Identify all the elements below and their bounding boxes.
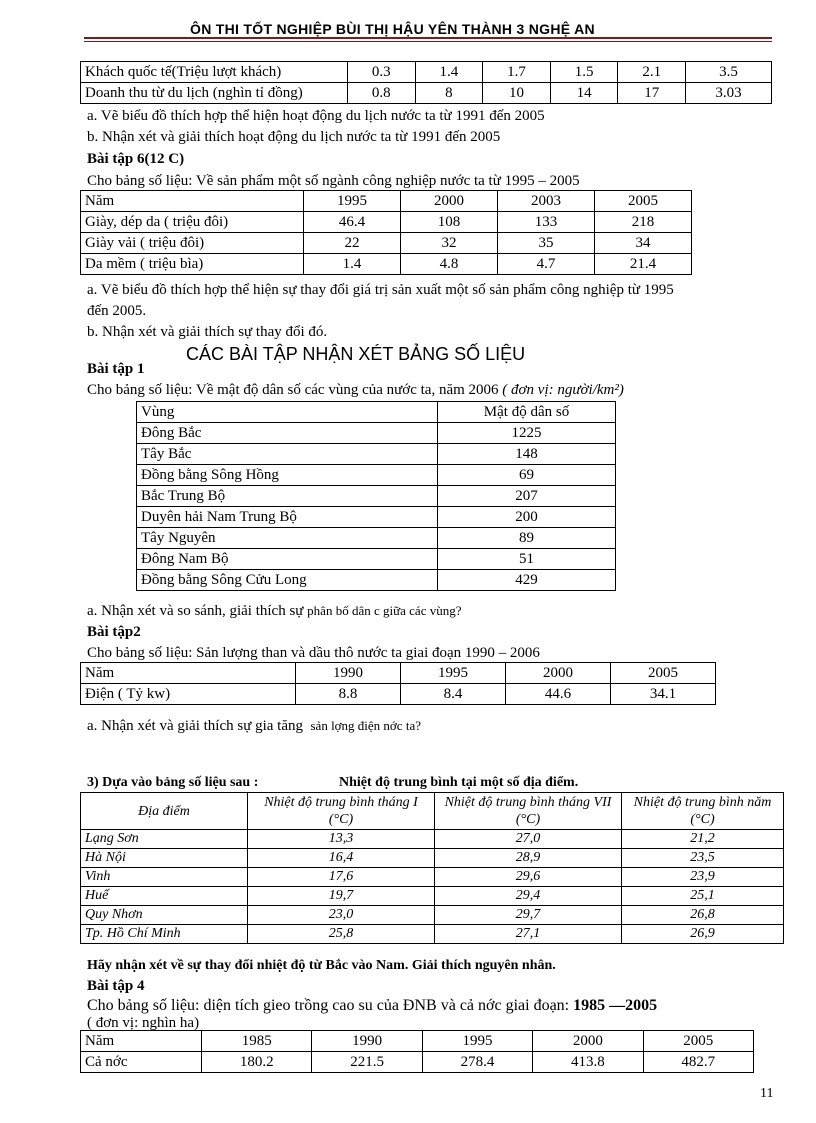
table-row xyxy=(81,83,772,104)
exercise-intro: Cho bảng số liệu: Về sản phẩm một số ngành công nghiệp nước ta từ 1995 – 2005 xyxy=(87,173,580,189)
header-rule-thin xyxy=(84,41,772,42)
table-cell: 29,6 xyxy=(435,868,622,887)
table-row xyxy=(137,549,616,570)
table-cell: 0.8 xyxy=(348,83,416,104)
exercise-title: Bài tập 1 xyxy=(87,361,145,377)
table-cell: 1.5 xyxy=(550,62,618,83)
table-cell: 1225 xyxy=(438,423,616,444)
table-cell: Đồng bằng Sông Cửu Long xyxy=(137,570,438,591)
table-cell: 1.4 xyxy=(415,62,483,83)
table-cell: 51 xyxy=(438,549,616,570)
table-cell: Bắc Trung Bộ xyxy=(137,486,438,507)
table-cell: 23,0 xyxy=(248,906,435,925)
table-cell: Huế xyxy=(81,887,248,906)
table-cell: Quy Nhơn xyxy=(81,906,248,925)
industry-table xyxy=(80,190,692,275)
table-cell: 1995 xyxy=(304,191,401,212)
page-header: ÔN THI TỐT NGHIỆP BÙI THỊ HẬU YÊN THÀNH 3 NGHỆ AN xyxy=(190,21,595,37)
table-cell: 23,9 xyxy=(622,868,784,887)
question-b: b. Nhận xét và giải thích hoạt động du lịch nước ta từ 1991 đến 2005 xyxy=(87,129,501,145)
table-cell: 1985 xyxy=(202,1031,312,1052)
page-number: 11 xyxy=(760,1086,774,1101)
table-cell: 32 xyxy=(401,233,498,254)
table-row xyxy=(81,849,784,868)
table-cell: 200 xyxy=(438,507,616,528)
table-cell: 4.8 xyxy=(401,254,498,275)
table-row xyxy=(137,423,616,444)
section-heading: CÁC BÀI TẬP NHẬN XÉT BẢNG SỐ LIỆU xyxy=(186,344,526,364)
table-row xyxy=(81,830,784,849)
table-cell: 34 xyxy=(595,233,692,254)
table-cell: 29,4 xyxy=(435,887,622,906)
table-cell: 218 xyxy=(595,212,692,233)
table-row xyxy=(81,887,784,906)
exercise-intro: Cho bảng số liệu: Về mật độ dân số các vùng của nước ta, năm 2006 ( đơn vị: người/km²) xyxy=(87,382,624,398)
table-cell: 221.5 xyxy=(312,1052,422,1073)
table-cell: Năm xyxy=(81,191,304,212)
unit-note: ( đơn vị: nghìn ha) xyxy=(87,1015,200,1031)
table-row xyxy=(137,507,616,528)
table-cell: 0.3 xyxy=(348,62,416,83)
table-cell: 2005 xyxy=(595,191,692,212)
table-cell: 27,0 xyxy=(435,830,622,849)
table-cell: 2000 xyxy=(506,663,611,684)
header-rule xyxy=(84,37,772,39)
table-cell: 89 xyxy=(438,528,616,549)
table-cell: 10 xyxy=(483,83,551,104)
period: 1985 —2005 xyxy=(573,997,658,1014)
table-cell: Mật độ dân số xyxy=(438,402,616,423)
question-b: b. Nhận xét và giải thích sự thay đổi đó. xyxy=(87,324,328,340)
table-row xyxy=(137,402,616,423)
exercise-title: Bài tập 4 xyxy=(87,978,145,994)
table-cell: 3.03 xyxy=(686,83,772,104)
exercise-title: Bài tập2 xyxy=(87,624,141,640)
table-cell: Đông Bắc xyxy=(137,423,438,444)
table-cell: 29,7 xyxy=(435,906,622,925)
table-cell: Da mềm ( triệu bìa) xyxy=(81,254,304,275)
table-cell: 17 xyxy=(618,83,686,104)
table-cell: 21.4 xyxy=(595,254,692,275)
exercise-intro: Cho bảng số liệu: diện tích gieo trồng cao su của ĐNB và cả nớc giai đoạn: 1985 —2005 xyxy=(87,997,658,1014)
table-row xyxy=(81,925,784,944)
table-cell: 22 xyxy=(304,233,401,254)
table-row xyxy=(81,62,772,83)
table-cell: 26,9 xyxy=(622,925,784,944)
table-cell: Đông Nam Bộ xyxy=(137,549,438,570)
table-cell: Giày vải ( triệu đôi) xyxy=(81,233,304,254)
question-3: 3) Dựa vào bảng số liệu sau : xyxy=(87,775,259,790)
table-cell: 2003 xyxy=(498,191,595,212)
table-cell: 17,6 xyxy=(248,868,435,887)
table-cell: 16,4 xyxy=(248,849,435,868)
table-cell: 2000 xyxy=(533,1031,643,1052)
exercise-intro: Cho bảng số liệu: Sản lượng than và dầu thô nước ta giai đoạn 1990 – 2006 xyxy=(87,645,540,661)
table-cell: 108 xyxy=(401,212,498,233)
table-cell: 21,2 xyxy=(622,830,784,849)
table-cell: Cả nớc xyxy=(81,1052,202,1073)
table-cell: Vùng xyxy=(137,402,438,423)
table-row xyxy=(81,868,784,887)
temperature-table xyxy=(80,792,784,944)
table-cell: Doanh thu từ du lịch (nghìn tỉ đồng) xyxy=(81,83,348,104)
table-cell: 133 xyxy=(498,212,595,233)
table-cell: 2.1 xyxy=(618,62,686,83)
table-row xyxy=(137,465,616,486)
rubber-area-table xyxy=(80,1030,754,1073)
table-cell: 482.7 xyxy=(643,1052,753,1073)
table-cell: 26,8 xyxy=(622,906,784,925)
table-row xyxy=(81,1031,754,1052)
table-cell: 34.1 xyxy=(611,684,716,705)
table-cell: 413.8 xyxy=(533,1052,643,1073)
table-cell: 207 xyxy=(438,486,616,507)
table-cell: Tây Nguyên xyxy=(137,528,438,549)
table-cell: 19,7 xyxy=(248,887,435,906)
table-row xyxy=(81,684,716,705)
tourism-table xyxy=(80,61,772,104)
table-row xyxy=(81,906,784,925)
question-a-cont: đến 2005. xyxy=(87,303,147,319)
question-3-title: Nhiệt độ trung bình tại một số địa điểm. xyxy=(339,775,579,790)
table-cell: Đồng bằng Sông Hồng xyxy=(137,465,438,486)
table-row xyxy=(81,663,716,684)
table-cell: 25,8 xyxy=(248,925,435,944)
table-cell: Năm xyxy=(81,663,296,684)
electricity-table xyxy=(80,662,716,705)
table-cell: 28,9 xyxy=(435,849,622,868)
table-row xyxy=(81,254,692,275)
table-cell: 8.8 xyxy=(296,684,401,705)
table-cell: Tp. Hồ Chí Minh xyxy=(81,925,248,944)
table-cell: 2005 xyxy=(611,663,716,684)
unit-note: ( đơn vị: người/km²) xyxy=(502,382,624,398)
table-row xyxy=(81,793,784,830)
table-cell: 1990 xyxy=(312,1031,422,1052)
exercise-title: Bài tập 6(12 C) xyxy=(87,151,185,167)
table-cell: Nhiệt độ trung bình năm (°C) xyxy=(622,793,784,830)
table-cell: 1.4 xyxy=(304,254,401,275)
table-cell: 1.7 xyxy=(483,62,551,83)
table-cell: 180.2 xyxy=(202,1052,312,1073)
table-cell: 278.4 xyxy=(422,1052,532,1073)
table-cell: Nhiệt độ trung bình tháng I (°C) xyxy=(248,793,435,830)
table-cell: 4.7 xyxy=(498,254,595,275)
table-row xyxy=(81,1052,754,1073)
table-cell: 27,1 xyxy=(435,925,622,944)
table-cell: 13,3 xyxy=(248,830,435,849)
table-row xyxy=(137,528,616,549)
density-table xyxy=(136,401,616,591)
table-cell: 35 xyxy=(498,233,595,254)
table-cell: Nhiệt độ trung bình tháng VII (°C) xyxy=(435,793,622,830)
table-cell: 1995 xyxy=(422,1031,532,1052)
table-cell: 2005 xyxy=(643,1031,753,1052)
table-cell: Lạng Sơn xyxy=(81,830,248,849)
table-row xyxy=(81,233,692,254)
table-cell: 44.6 xyxy=(506,684,611,705)
table-cell: 69 xyxy=(438,465,616,486)
table-cell: 23,5 xyxy=(622,849,784,868)
table-cell: Duyên hải Nam Trung Bộ xyxy=(137,507,438,528)
question-a: a. Nhận xét và so sánh, giải thích sự phân bố dân c giữa các vùng? xyxy=(87,603,462,619)
table-cell: 148 xyxy=(438,444,616,465)
question-a: a. Nhận xét và giải thích sự gia tăng sản lợng điện nớc ta? xyxy=(87,718,421,734)
table-cell: 8 xyxy=(415,83,483,104)
table-cell: Hà Nội xyxy=(81,849,248,868)
table-cell: 429 xyxy=(438,570,616,591)
table-row xyxy=(137,486,616,507)
table-cell: 8.4 xyxy=(401,684,506,705)
table-cell: 1990 xyxy=(296,663,401,684)
table-cell: 25,1 xyxy=(622,887,784,906)
table-cell: Điện ( Tỷ kw) xyxy=(81,684,296,705)
question-a: a. Vẽ biểu đồ thích hợp thể hiện sự thay đổi giá trị sản xuất một số sản phẩm công nghiệp từ 1995 xyxy=(87,282,674,298)
table-row xyxy=(137,570,616,591)
question-a: a. Vẽ biểu đồ thích hợp thể hiện hoạt động du lịch nước ta từ 1991 đến 2005 xyxy=(87,108,545,124)
table-row xyxy=(81,191,692,212)
table-row xyxy=(81,212,692,233)
table-cell: Khách quốc tế(Triệu lượt khách) xyxy=(81,62,348,83)
table-cell: Năm xyxy=(81,1031,202,1052)
table-cell: Tây Bắc xyxy=(137,444,438,465)
table-cell: 2000 xyxy=(401,191,498,212)
table-cell: Địa điểm xyxy=(81,793,248,830)
table-cell: 14 xyxy=(550,83,618,104)
table-cell: Giày, dép da ( triệu đôi) xyxy=(81,212,304,233)
table-cell: 3.5 xyxy=(686,62,772,83)
table-row xyxy=(137,444,616,465)
table-cell: 46.4 xyxy=(304,212,401,233)
table-cell: Vinh xyxy=(81,868,248,887)
question: Hãy nhận xét về sự thay đổi nhiệt độ từ Bắc vào Nam. Giải thích nguyên nhân. xyxy=(87,958,556,973)
table-cell: 1995 xyxy=(401,663,506,684)
